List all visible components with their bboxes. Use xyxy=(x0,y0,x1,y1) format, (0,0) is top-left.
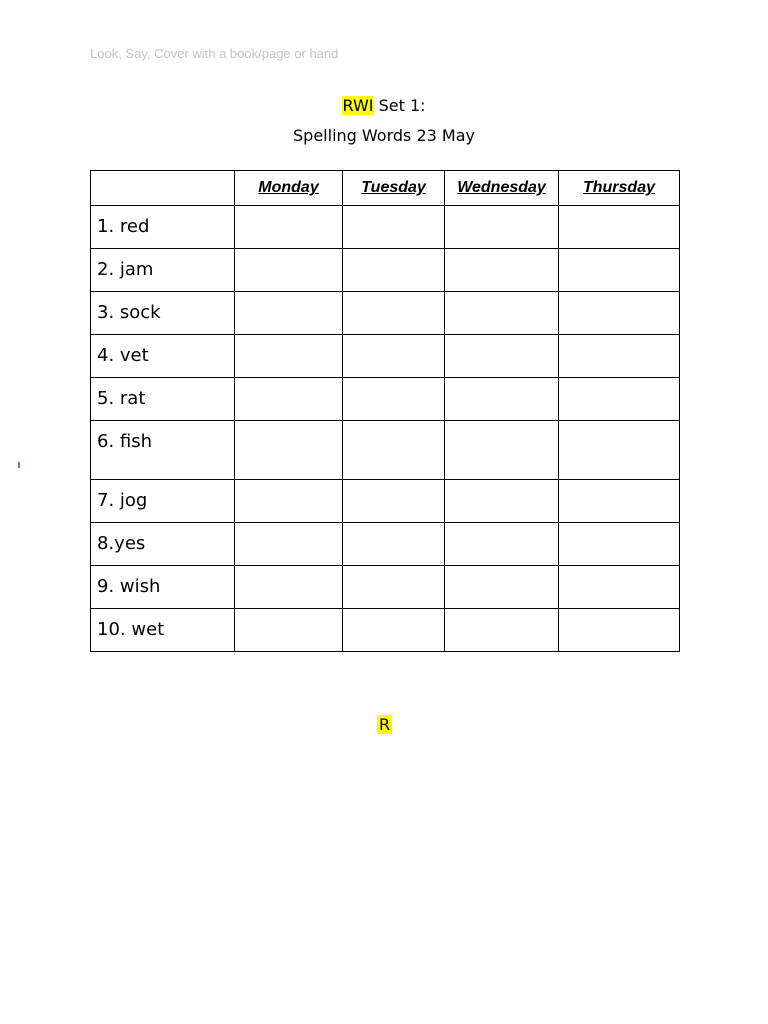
wednesday-cell[interactable] xyxy=(445,292,559,335)
column-header-tuesday: Tuesday xyxy=(343,171,445,206)
thursday-cell[interactable] xyxy=(559,523,680,566)
monday-cell[interactable] xyxy=(235,378,343,421)
spelling-word: 5. rat xyxy=(91,378,235,421)
monday-cell[interactable] xyxy=(235,566,343,609)
thursday-cell[interactable] xyxy=(559,206,680,249)
thursday-cell[interactable] xyxy=(559,292,680,335)
wednesday-cell[interactable] xyxy=(445,480,559,523)
tuesday-cell[interactable] xyxy=(343,609,445,652)
thursday-cell[interactable] xyxy=(559,249,680,292)
spelling-word: 8.yes xyxy=(91,523,235,566)
tuesday-cell[interactable] xyxy=(343,421,445,480)
column-header-blank xyxy=(91,171,235,206)
monday-cell[interactable] xyxy=(235,249,343,292)
table-row xyxy=(91,421,680,480)
thursday-cell[interactable] xyxy=(559,421,680,480)
footer-letter: R xyxy=(379,715,391,734)
thursday-cell[interactable] xyxy=(559,335,680,378)
spelling-word: 7. jog xyxy=(91,480,235,523)
monday-cell[interactable] xyxy=(235,421,343,480)
tuesday-cell[interactable] xyxy=(343,523,445,566)
tuesday-cell[interactable] xyxy=(343,566,445,609)
table-row xyxy=(91,335,680,378)
column-header-monday: Monday xyxy=(235,171,343,206)
thursday-cell[interactable] xyxy=(559,480,680,523)
column-header-wednesday: Wednesday xyxy=(445,171,559,206)
monday-cell[interactable] xyxy=(235,480,343,523)
spelling-word: 2. jam xyxy=(91,249,235,292)
spelling-word: 3. sock xyxy=(91,292,235,335)
wednesday-cell[interactable] xyxy=(445,523,559,566)
table-row xyxy=(91,609,680,652)
tuesday-cell[interactable] xyxy=(343,206,445,249)
spelling-word: 1. red xyxy=(91,206,235,249)
table-row xyxy=(91,249,680,292)
tuesday-cell[interactable] xyxy=(343,335,445,378)
monday-cell[interactable] xyxy=(235,292,343,335)
table-row xyxy=(91,292,680,335)
spelling-word: 6. fish xyxy=(91,421,235,480)
column-header-thursday: Thursday xyxy=(559,171,680,206)
monday-cell[interactable] xyxy=(235,335,343,378)
thursday-cell[interactable] xyxy=(559,566,680,609)
spelling-table xyxy=(90,170,680,652)
tuesday-cell[interactable] xyxy=(343,480,445,523)
margin-mark xyxy=(18,462,20,468)
wednesday-cell[interactable] xyxy=(445,206,559,249)
wednesday-cell[interactable] xyxy=(445,249,559,292)
monday-cell[interactable] xyxy=(235,206,343,249)
table-row xyxy=(91,523,680,566)
header-note: Look, Say, Cover with a book/page or hand xyxy=(90,46,339,61)
page-title xyxy=(0,96,768,115)
monday-cell[interactable] xyxy=(235,609,343,652)
spelling-word: 10. wet xyxy=(91,609,235,652)
table-header-row xyxy=(91,171,680,206)
tuesday-cell[interactable] xyxy=(343,292,445,335)
table-row xyxy=(91,378,680,421)
wednesday-cell[interactable] xyxy=(445,421,559,480)
thursday-cell[interactable] xyxy=(559,378,680,421)
title-rest: Set 1: xyxy=(373,96,426,115)
wednesday-cell[interactable] xyxy=(445,335,559,378)
page-subtitle: Spelling Words 23 May xyxy=(293,126,475,145)
wednesday-cell[interactable] xyxy=(445,609,559,652)
monday-cell[interactable] xyxy=(235,523,343,566)
thursday-cell[interactable] xyxy=(559,609,680,652)
table-row xyxy=(91,566,680,609)
wednesday-cell[interactable] xyxy=(445,378,559,421)
table-row xyxy=(91,480,680,523)
spelling-word: 9. wish xyxy=(91,566,235,609)
wednesday-cell[interactable] xyxy=(445,566,559,609)
title-highlight: RWI xyxy=(342,96,374,115)
spelling-word: 4. vet xyxy=(91,335,235,378)
tuesday-cell[interactable] xyxy=(343,249,445,292)
tuesday-cell[interactable] xyxy=(343,378,445,421)
table-row xyxy=(91,206,680,249)
